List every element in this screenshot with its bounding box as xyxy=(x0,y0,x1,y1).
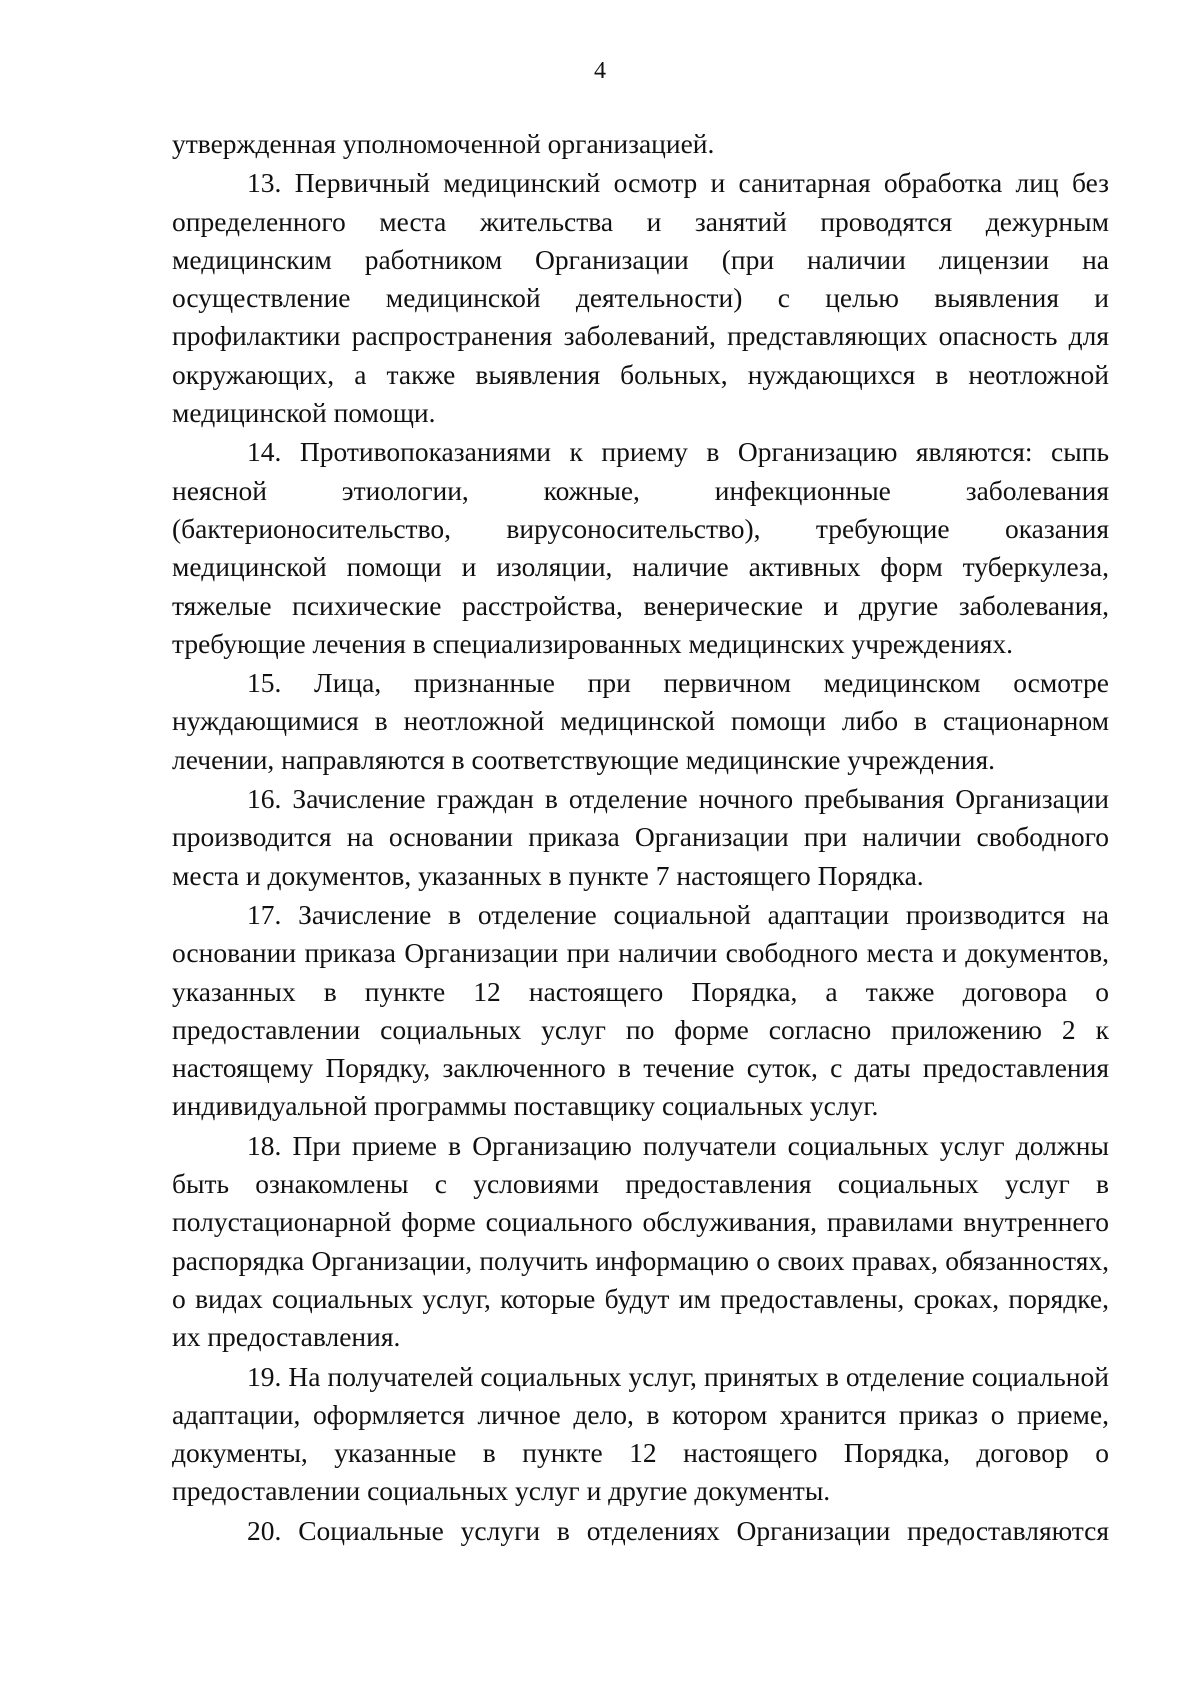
document-body xyxy=(172,125,1109,1551)
paragraph-continuation: утвержденная уполномоченной организацией. xyxy=(172,128,715,159)
page-number: 4 xyxy=(594,58,606,84)
paragraph-13: 13. Первичный медицинский осмотр и санитарная обработка лиц без определенного места жительства и занятий проводятся дежурным медицинским работником Организации (при наличии лицензии на осуществление медицинской деятельности) с целью выявления и профилактики распространения заболеваний, представляющих опасность для окружающих, а также выявления больных, нуждающихся в неотложной медицинской помощи. xyxy=(172,167,1109,429)
paragraph-20: 20. Социальные услуги в отделениях Организации предоставляются xyxy=(247,1514,1109,1546)
paragraph-14: 14. Противопоказаниями к приему в Организацию являются: сыпь неясной этиологии, кожные, инфекционные заболевания (бактерионосительство, вирусоносительство), требующие оказания медицинской помощи и изоляции, наличие активных форм туберкулеза, тяжелые психические расстройства, венерические и другие заболевания, требующие лечения в специализированных медицинских учреждениях. xyxy=(172,436,1109,659)
paragraph-19: 19. На получателей социальных услуг, принятых в отделение социальной адаптации, оформляется личное дело, в котором хранится приказ о приеме, документы, указанные в пункте 12 настоящего Порядка, договор о предоставлении социальных услуг и другие документы. xyxy=(172,1360,1109,1507)
paragraph-17: 17. Зачисление в отделение социальной адаптации производится на основании приказа Организации при наличии свободного места и документов, указанных в пункте 12 настоящего Порядка, а также договора о предоставлении социальных услуг по форме согласно приложению 2 к настоящему Порядку, заключенного в течение суток, с даты предоставления индивидуальной программы поставщику социальных услуг. xyxy=(172,898,1109,1122)
paragraph-16: 16. Зачисление граждан в отделение ночного пребывания Организации производится на основании приказа Организации при наличии свободного места и документов, указанных в пункте 7 настоящего Порядка. xyxy=(172,783,1109,891)
paragraph-18: 18. При приеме в Организацию получатели социальных услуг должны быть ознакомлены с условиями предоставления социальных услуг в полустационарной форме социального обслуживания, правилами внутреннего распорядка Организации, получить информацию о своих правах, обязанностях, о видах социальных услуг, которые будут им предоставлены, сроках, порядке, их предоставления. xyxy=(172,1129,1109,1353)
paragraph-15: 15. Лица, признанные при первичном медицинском осмотре нуждающимися в неотложной медицинской помощи либо в стационарном лечении, направляются в соответствующие медицинские учреждения. xyxy=(172,667,1109,775)
